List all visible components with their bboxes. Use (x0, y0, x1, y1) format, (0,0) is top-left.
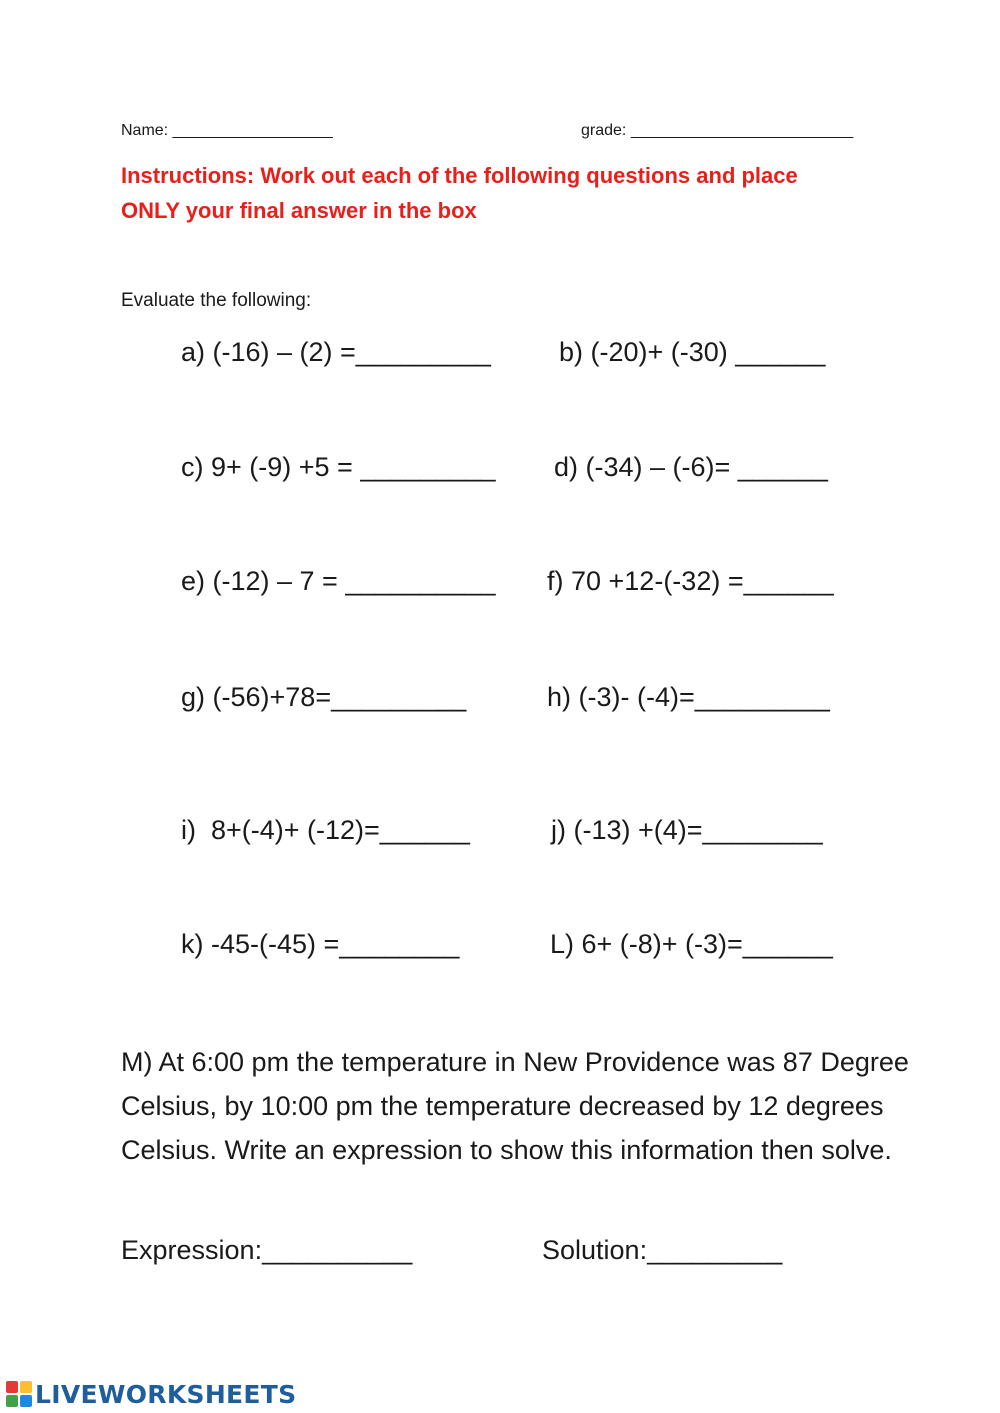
question-c[interactable]: c) 9+ (-9) +5 = _________ (181, 452, 496, 482)
question-f[interactable]: f) 70 +12-(-32) =______ (547, 566, 834, 596)
instructions-line-2: ONLY your final answer in the box (121, 198, 477, 223)
grade-field[interactable]: grade: _________________________ (581, 122, 854, 139)
word-problem-text: M) At 6:00 pm the temperature in New Providence was 87 Degree Celsius, by 10:00 pm the temperature decreased by 12 degrees Celsius. Write an expression to show this information then solve. (121, 1047, 909, 1165)
question-i[interactable]: i) 8+(-4)+ (-12)=______ (181, 815, 470, 845)
logo-wordmark: LIVEWORKSHEETS (35, 1379, 297, 1409)
question-a[interactable]: a) (-16) – (2) =_________ (181, 337, 491, 367)
logo-blocks-icon (6, 1381, 32, 1407)
question-h[interactable]: h) (-3)- (-4)=_________ (547, 682, 830, 712)
instructions-line-1: Instructions: Work out each of the following questions and place (121, 163, 798, 188)
name-field[interactable]: Name: __________________ (121, 122, 333, 139)
evaluate-prompt: Evaluate the following: (121, 290, 312, 311)
question-l[interactable]: L) 6+ (-8)+ (-3)=______ (550, 929, 833, 959)
solution-field[interactable]: Solution:_________ (542, 1235, 783, 1265)
question-j[interactable]: j) (-13) +(4)=________ (551, 815, 823, 845)
question-k[interactable]: k) -45-(-45) =________ (181, 929, 460, 959)
question-b[interactable]: b) (-20)+ (-30) ______ (559, 337, 826, 367)
liveworksheets-logo (6, 1378, 296, 1410)
question-d[interactable]: d) (-34) – (-6)= ______ (554, 452, 828, 482)
question-e[interactable]: e) (-12) – 7 = __________ (181, 566, 496, 596)
expression-field[interactable]: Expression:__________ (121, 1235, 413, 1265)
question-g[interactable]: g) (-56)+78=_________ (181, 682, 467, 712)
